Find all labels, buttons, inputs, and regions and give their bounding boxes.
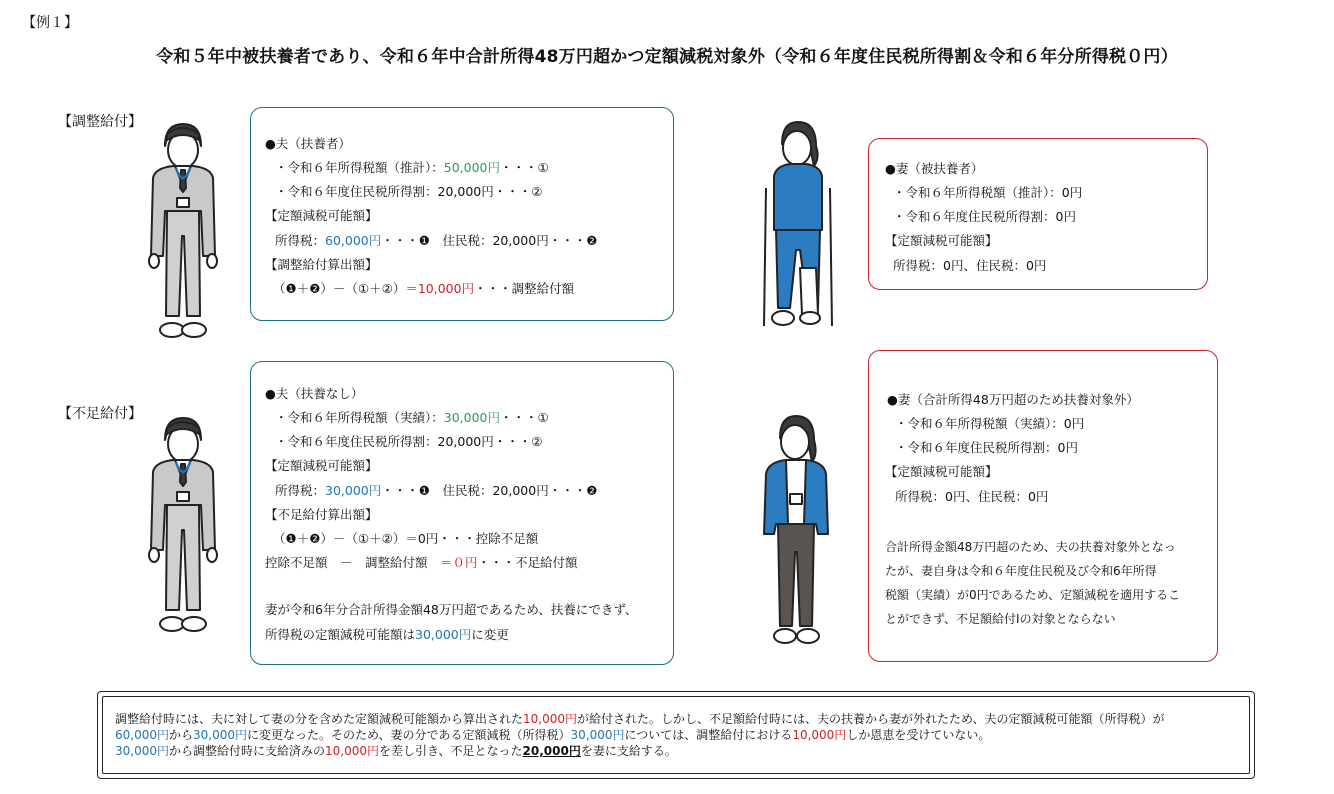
box2-heading: ●妻（被扶養者） (885, 161, 984, 176)
box2-line3: 【定額減税可能額】 (885, 233, 998, 248)
box1-line4: 所得税：60,000円・・・❶ 住民税：20,000円・・・❷ (275, 233, 598, 248)
box3-line7: 控除不足額 － 調整給付額 ＝０円・・・不足給付額 (265, 555, 578, 570)
box3-line4: 所得税：30,000円・・・❶ 住民税：20,000円・・・❷ (275, 483, 598, 498)
box3-line2: ・令和６年度住民税所得割：20,000円・・・② (275, 434, 543, 449)
husband-shortfall-box (250, 361, 674, 665)
summary-inner (102, 696, 1250, 774)
husband-illustration-2 (143, 410, 223, 640)
box4-line6: たが、妻自身は令和６年度住民税及び令和6年所得 (885, 564, 1157, 578)
wife-non-dependent-box (868, 350, 1218, 662)
summary-line2: 60,000円から30,000円に変更なった。そのため、妻の分である定額減税（所得税）30,000円については、調整給付における10,000円しか恩恵を受けていない。 (115, 728, 991, 742)
page-title: 令和５年中被扶養者であり、令和６年中合計所得48万円超かつ定額減税対象外（令和６年度住民税所得割＆令和６年分所得税０円） (156, 47, 1178, 67)
example-label: 【例１】 (22, 15, 78, 31)
box3-line5: 【不足給付算出額】 (265, 507, 378, 522)
box3-line9: 所得税の定額減税可能額は30,000円に変更 (265, 627, 509, 642)
box2-line4: 所得税：0円、住民税：0円 (893, 258, 1047, 273)
box2-line1: ・令和６年所得税額（推計）：0円 (893, 185, 1083, 200)
wife-dependent-box (868, 138, 1208, 290)
box1-heading: ●夫（扶養者） (265, 136, 351, 151)
box1-line3: 【定額減税可能額】 (265, 208, 378, 223)
box4-line3: 【定額減税可能額】 (885, 464, 998, 479)
box1-line2: ・令和６年度住民税所得割：20,000円・・・② (275, 184, 543, 199)
box2-line2: ・令和６年度住民税所得割：0円 (893, 209, 1076, 224)
husband-illustration (143, 116, 223, 346)
box4-line4: 所得税：0円、住民税：0円 (895, 489, 1049, 504)
box1-line5: 【調整給付算出額】 (265, 257, 378, 272)
wife-illustration (758, 412, 836, 648)
summary-line1: 調整給付時には、夫に対して妻の分を含めた定額減税可能額から算出された10,000円が給付された。しかし、不足額給付時には、夫の扶養から妻が外れたため、夫の定額減税可能額（所得税）が (115, 712, 1165, 726)
box4-line7: 税額（実績）が0円であるため、定額減税を適用するこ (885, 588, 1181, 602)
box3-line8: 妻が令和6年分合計所得金額48万円超であるため、扶養にできず、 (265, 602, 638, 617)
summary-line3: 30,000円から調整給付時に支給済みの10,000円を差し引き、不足となった20,000円を妻に支給する。 (115, 744, 677, 758)
box4-line2: ・令和６年度住民税所得割：0円 (895, 440, 1078, 455)
box4-line5: 合計所得金額48万円超のため、夫の扶養対象外となっ (885, 540, 1176, 554)
box3-line3: 【定額減税可能額】 (265, 458, 378, 473)
shortfall-section-label: 【不足給付】 (58, 406, 142, 422)
box4-heading: ●妻（合計所得48万円超のため扶養対象外） (887, 392, 1139, 407)
box1-line6: （❶＋❷）－（①＋②）＝10,000円・・・調整給付額 (273, 281, 575, 296)
husband-adjustment-box (250, 107, 674, 321)
box4-line8: とができず、不足額給付Ⅰの対象とならない (885, 612, 1116, 626)
wife-crutches-illustration (760, 118, 836, 330)
box3-line1: ・令和６年所得税額（実績）：30,000円・・・① (275, 410, 549, 425)
box3-heading: ●夫（扶養なし） (265, 386, 364, 401)
adjustment-section-label: 【調整給付】 (58, 114, 142, 130)
summary-box (97, 691, 1255, 779)
box4-line1: ・令和６年所得税額（実績）：0円 (895, 416, 1085, 431)
box1-line1: ・令和６年所得税額（推計）：50,000円・・・① (275, 160, 549, 175)
box3-line6: （❶＋❷）－（①＋②）＝0円・・・控除不足額 (273, 531, 539, 546)
